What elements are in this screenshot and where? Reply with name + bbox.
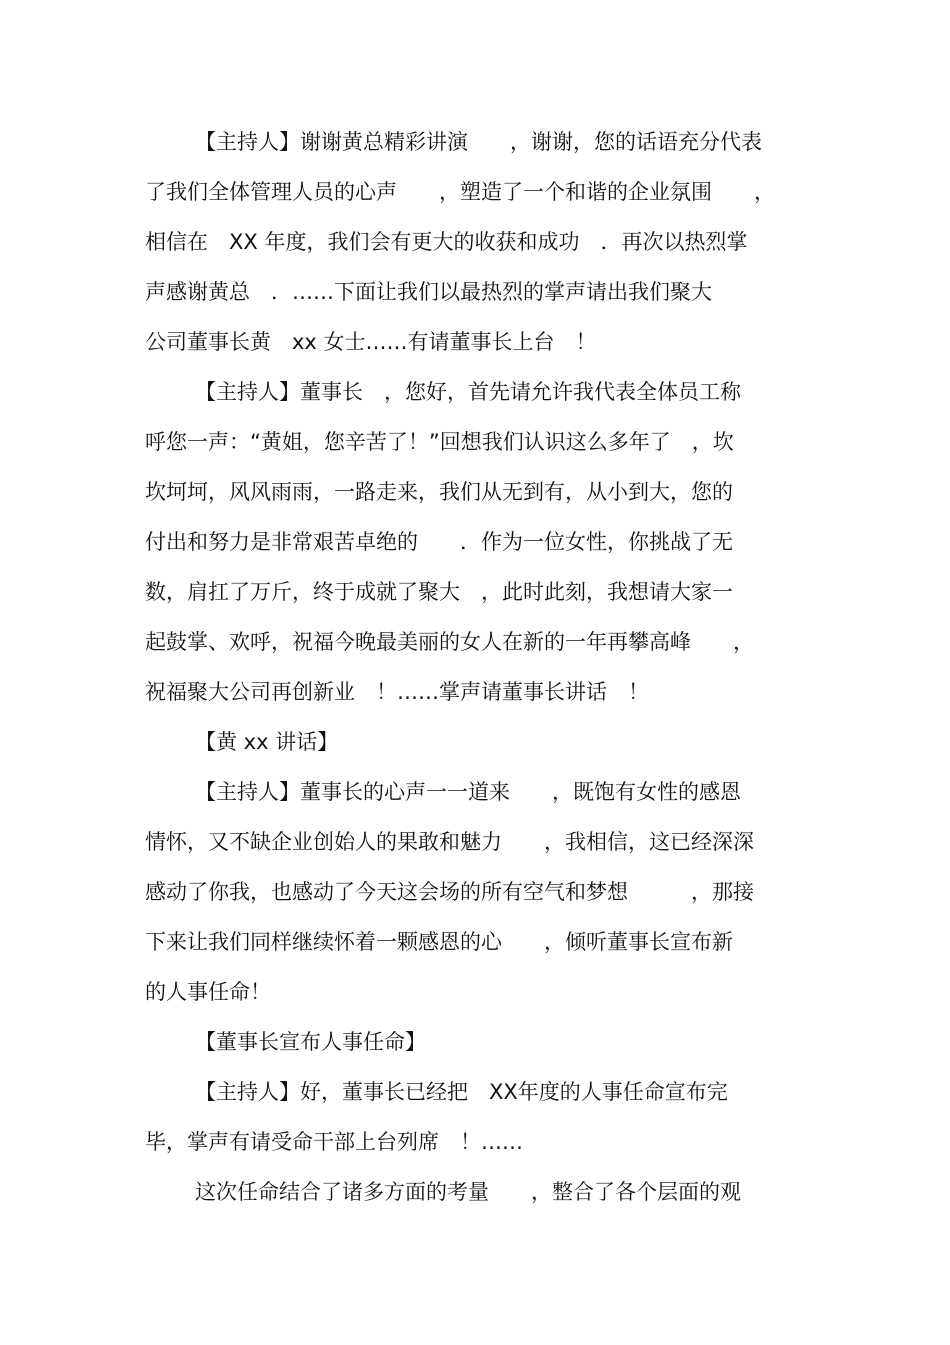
- stage-direction-appointment: 【董事长宣布人事任命】: [195, 1030, 426, 1054]
- paragraph-4-line-5: 的人事任命！: [145, 980, 271, 1004]
- paragraph-2-line-2: 呼您一声：“黄姐，您辛苦了！”回想我们认识这么多年了 ，坎: [145, 430, 734, 454]
- paragraph-4-line-3: 感动了你我，也感动了今天这会场的所有空气和梦想 ，那接: [145, 880, 754, 904]
- paragraph-2-line-4: 付出和努力是非常艰苦卓绝的 ．作为一位女性，你挑战了无: [145, 530, 733, 554]
- paragraph-2-line-6: 起鼓掌、欢呼，祝福今晚最美丽的女人在新的一年再攀高峰 ，: [145, 630, 754, 654]
- paragraph-2-line-3: 坎坷坷，风风雨雨，一路走来，我们从无到有，从小到大，您的: [145, 480, 733, 504]
- paragraph-1-line-2: 了我们全体管理人员的心声 ，塑造了一个和谐的企业氛围 ，: [145, 180, 775, 204]
- paragraph-6-line-1: 【主持人】好，董事长已经把 XX年度的人事任命宣布完: [195, 1080, 728, 1104]
- paragraph-2-line-1: 【主持人】董事长 ，您好，首先请允许我代表全体员工称: [195, 380, 741, 404]
- paragraph-2-line-5: 数，肩扛了万斤，终于成就了聚大 ，此时此刻，我想请大家一: [145, 580, 733, 604]
- paragraph-1-line-3: 相信在 XX 年度，我们会有更大的收获和成功 ．再次以热烈掌: [145, 230, 748, 254]
- paragraph-2-line-7: 祝福聚大公司再创新业 ！……掌声请董事长讲话 ！: [145, 680, 649, 704]
- paragraph-1-line-4: 声感谢黄总 ．……下面让我们以最热烈的掌声请出我们聚大: [145, 280, 712, 304]
- paragraph-1-line-5: 公司董事长黄 xx 女士……有请董事长上台 ！: [145, 330, 597, 354]
- paragraph-1-line-1: 【主持人】谢谢黄总精彩讲演 ，谢谢，您的话语充分代表: [195, 130, 762, 154]
- paragraph-4-line-2: 情怀，又不缺企业创始人的果敢和魅力 ，我相信，这已经深深: [145, 830, 754, 854]
- paragraph-4-line-1: 【主持人】董事长的心声一一道来 ，既饱有女性的感恩: [195, 780, 741, 804]
- stage-direction-speech: 【黄 xx 讲话】: [195, 730, 339, 754]
- paragraph-4-line-4: 下来让我们同样继续怀着一颗感恩的心 ，倾听董事长宣布新: [145, 930, 733, 954]
- paragraph-7-line-1: 这次任命结合了诸多方面的考量 ，整合了各个层面的观: [195, 1180, 741, 1204]
- paragraph-6-line-2: 毕，掌声有请受命干部上台列席 ！……: [145, 1130, 523, 1154]
